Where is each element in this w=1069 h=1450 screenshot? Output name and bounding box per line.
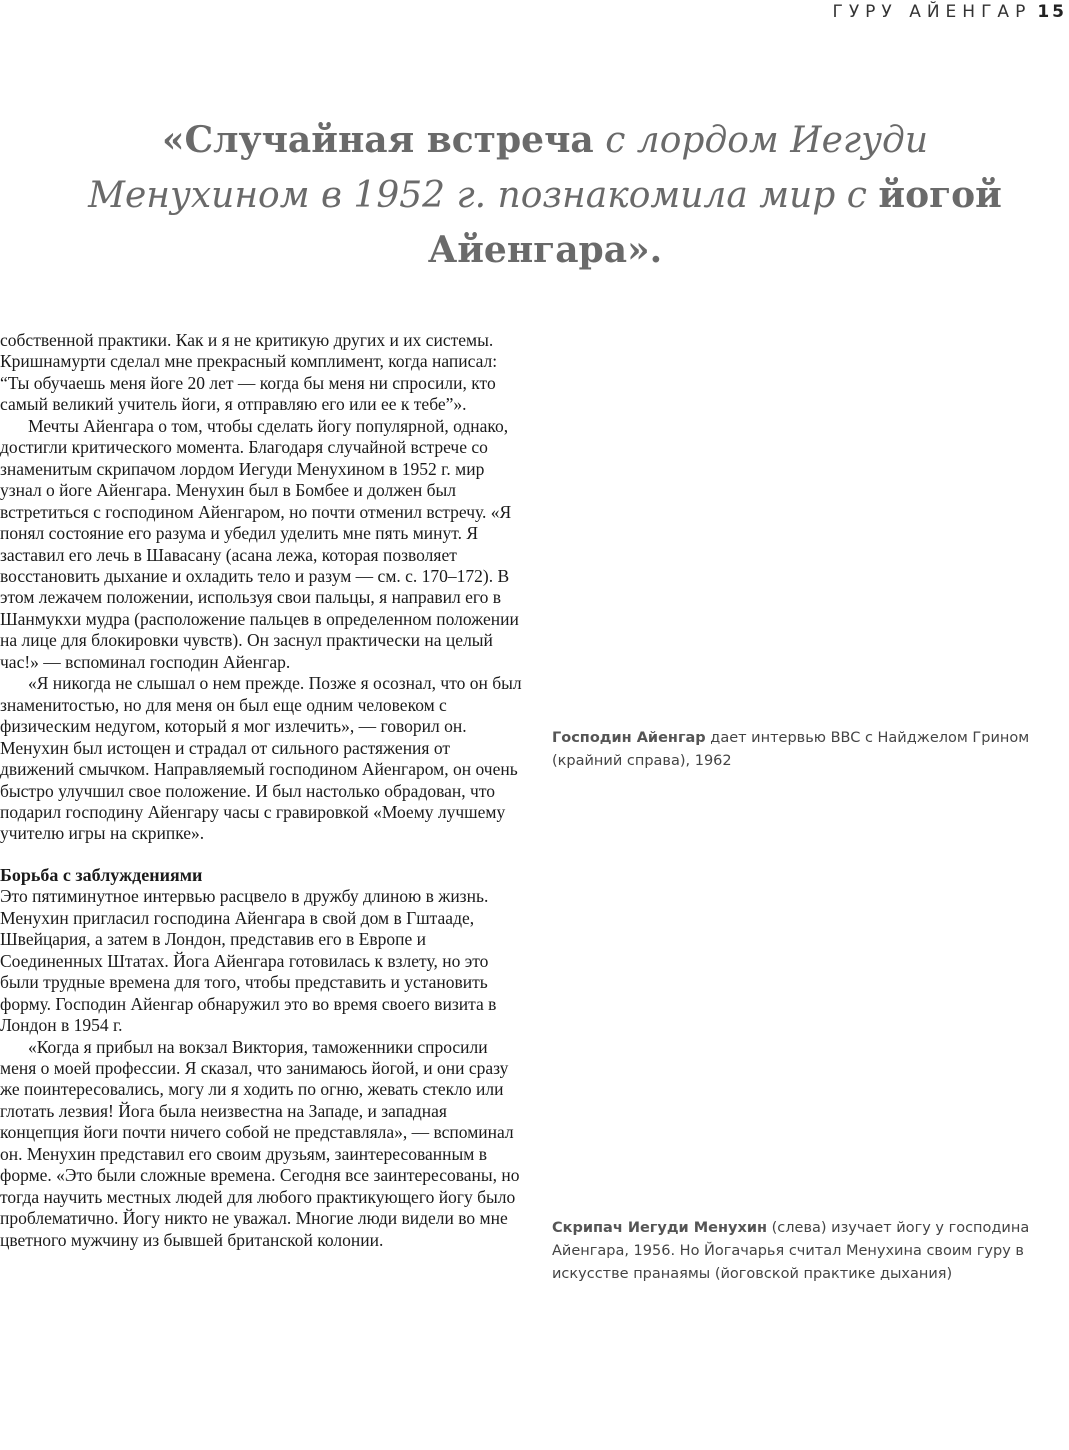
body-paragraph-5: «Когда я прибыл на вокзал Виктория, таможенники спросили меня о моей профессии. Я сказал, что занимаюсь йогой, и они сразу же поинтересовались, могу ли я ходить по огню, жевать стекло или глотать лезвия! Йога была неизвестна на Западе, и западная концепция йоги почти ничего собой не представляла», — вспоминал он. Менухин представил его своим друзьям, заинтересованным в форме. «Это были сложные времена. Сегодня все заинтересованы, но тогда научить местных людей для любого практикующего йогу было проблематично. Йогу никто не уважал. Многие люди видели во мне цветного мужчину из бывшей британской колонии. [0,1036,520,1250]
pull-quote-bold-2: йогой Айенгара [427,174,1002,271]
body-text-column [0,330,525,1251]
caption-2-lead: Скрипач Иегуди Менухин [552,1220,768,1236]
pull-quote-open: « [161,119,185,161]
body-paragraph-2: Мечты Айенгара о том, чтобы сделать йогу популярной, однако, достигли критического момента. Благодаря случайной встрече со знаменитым скрипачом лордом Иегуди Менухином в 1952 г. мир узнал о йоге Айенгара. Менухин был в Бомбее и должен был встретиться с господином Айенгаром, но почти отменил встречу. «Я понял состояние его разума и убедил уделить мне пять минут. Я заставил его лечь в Шавасану (асана лежа, которая позволяет восстановить дыхание и охладить тело и разум — см. с. 170–172). В этом лежачем положении, используя свои пальцы, я направил его в Шанмукхи мудра (расположение пальцев в определенном положении на лице для блокировки чувств). Он заснул практически на целый час!» — вспоминал господин Айенгар. [0,415,519,672]
pull-quote [50,113,1040,278]
caption-1-text: дает интервью BBC с Найджелом Грином (крайний справа), 1962 [552,730,1030,769]
pull-quote-italic-1: с лордом Иегуди Менухином в 1952 г. познакомила мир с [88,120,928,216]
pull-quote-close: ». [627,229,663,271]
running-title: ГУРУ АЙЕНГАР [832,2,1032,22]
section-subheading: Борьба с заблуждениями [0,864,203,885]
caption-1-lead: Господин Айенгар [552,730,706,746]
photo-caption-1 [552,727,1052,773]
pull-quote-bold-1: Случайная встреча [184,119,594,161]
caption-2-text: (слева) изучает йогу у господина Айенгара, 1956. Но Йогачарья считал Менухина своим гуру в искусстве пранаямы (йоговской практике дыхания) [552,1220,1030,1282]
running-head [832,2,1067,22]
body-paragraph-1: собственной практики. Как и я не критикую других и их системы. Кришнамурти сделал мне прекрасный комплимент, когда написал: “Ты обучаешь меня йоге 20 лет — когда бы меня ни спросили, кто самый великий учитель йоги, я отправляю его или ее к тебе”». [0,330,498,415]
photo-caption-2 [552,1217,1052,1286]
body-paragraph-3: «Я никогда не слышал о нем прежде. Позже я осознал, что он был знаменитостью, но для меня он был еще одним человеком с физическим недугом, который я мог излечить», — говорил он. Менухин был истощен и страдал от сильного растяжения от движений смычком. Направляемый господином Айенгаром, он очень быстро улучшил свое положение. И был настолько обрадован, что подарил господину Айенгару часы с гравировкой «Моему лучшему учителю игры на скрипке». [0,673,522,844]
page-number: 15 [1037,2,1067,22]
body-paragraph-4: Это пятиминутное интервью расцвело в дружбу длиною в жизнь. Менухин пригласил господина Айенгара в свой дом в Гштааде, Швейцария, а затем в Лондон, представив его в Европе и Соединенных Штатах. Йога Айенгара готовилась к взлету, но это были трудные времена для того, чтобы представить и установить форму. Господин Айенгар обнаружил это во время своего визита в Лондон в 1954 г. [0,886,497,1036]
